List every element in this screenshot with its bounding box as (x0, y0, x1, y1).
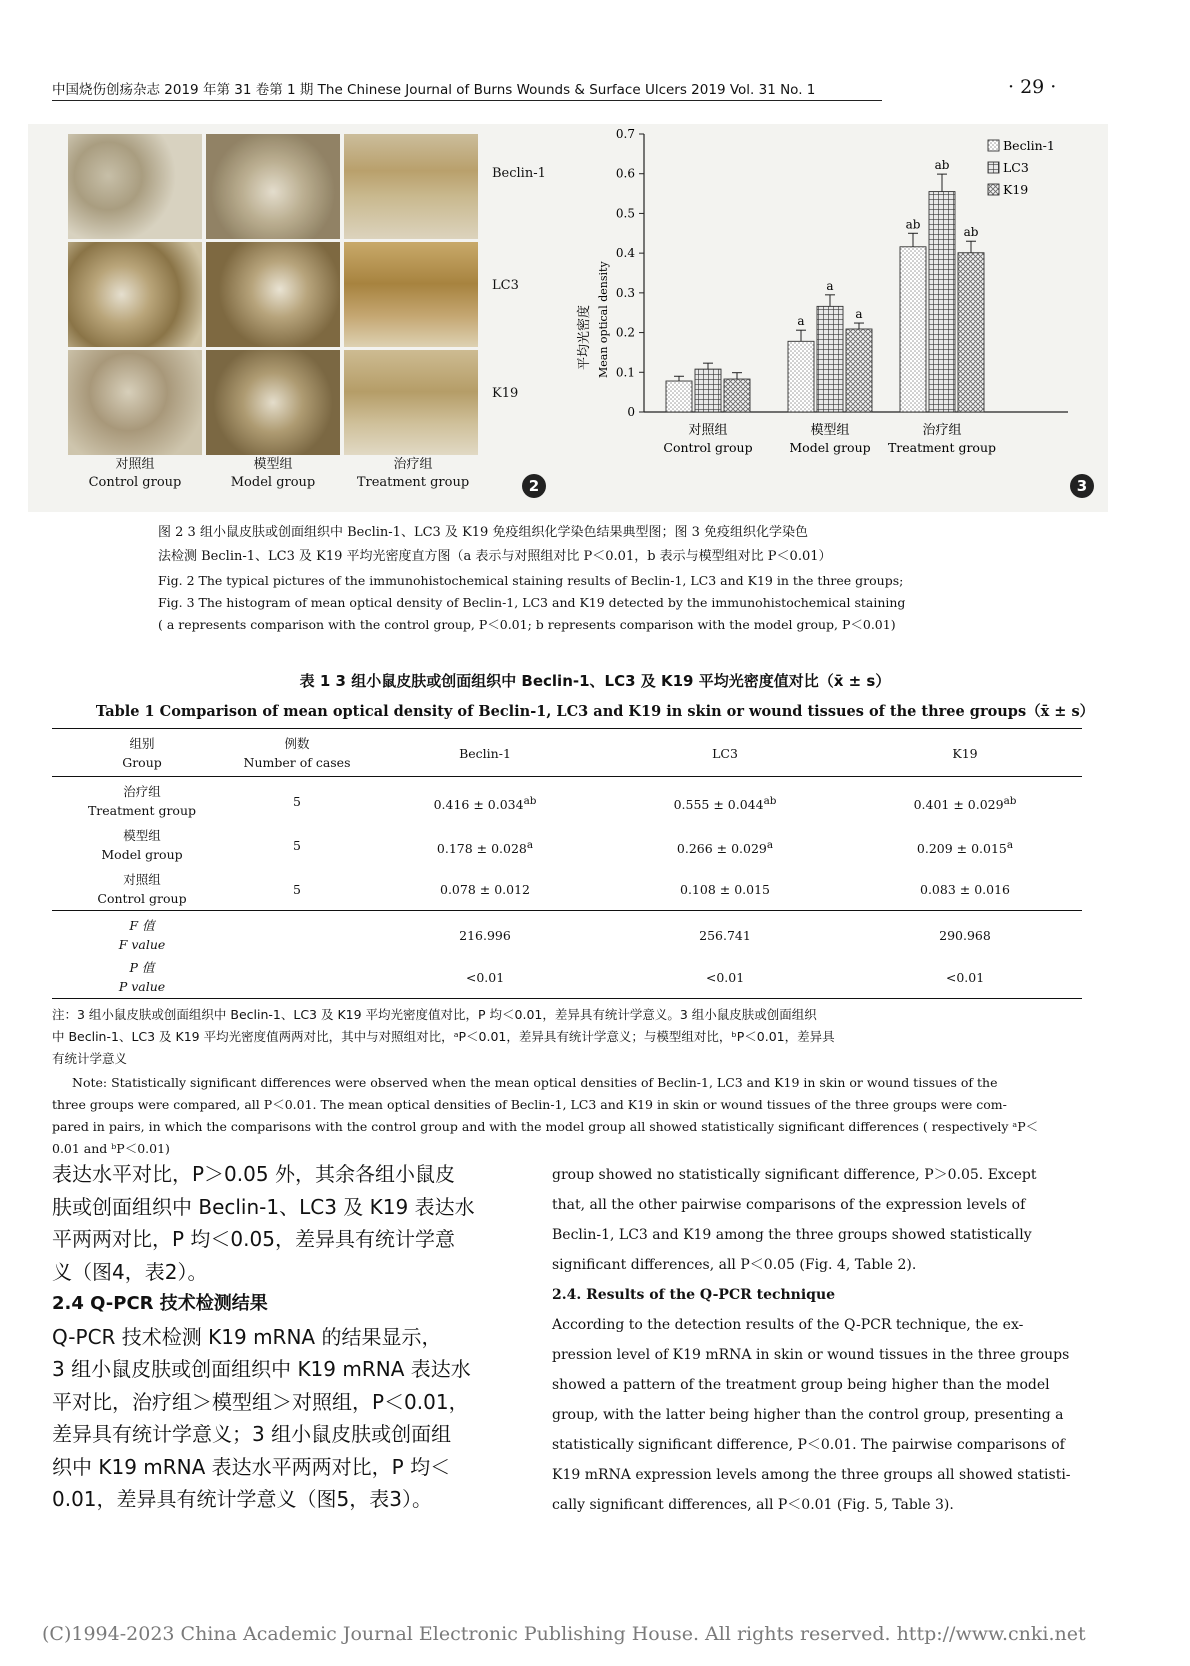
cell-treatment-lc3-sup: ab (763, 795, 777, 807)
cell-control-n: 5 (293, 882, 301, 897)
p-row-cn: P 值 (129, 960, 155, 975)
table-row-p-value (62, 958, 222, 996)
table-row-treatment-group (62, 782, 222, 820)
y-tick-label: 0.6 (615, 166, 635, 181)
bar (958, 253, 984, 412)
cell-treatment-lc3 (610, 792, 840, 814)
body-line-en: K19 mRNA expression levels among the three groups all showed statisti- (552, 1467, 1071, 1483)
cell-treatment-beclin-val: 0.416 ± 0.034 (433, 797, 524, 813)
x-tick-label: Model group (789, 440, 871, 455)
x-tick-label-cn: 模型组 (810, 423, 850, 438)
legend-swatch (988, 140, 999, 151)
note-en-3: pared in pairs, in which the comparisons with the control group and with the model group all showed statistically significant differences ( respectively ᵃP＜ (52, 1119, 1039, 1134)
y-tick-label: 0.5 (615, 206, 635, 221)
fig3-number: 3 (1070, 474, 1094, 498)
micrograph-model-beclin (206, 134, 340, 239)
th-group-cn: 组别 (129, 736, 155, 751)
cell-treatment-k19-sup: ab (1003, 795, 1017, 807)
note-cn-2: 中 Beclin-1、LC3 及 K19 平均光密度值两两对比，其中与对照组对比，ᵃP＜0.01，差异具有统计学意义；与模型组对比，ᵇP＜0.01，差异具 (52, 1029, 835, 1044)
y-tick-label: 0.1 (615, 365, 635, 380)
bar (929, 192, 955, 412)
x-tick-label-cn: 治疗组 (922, 423, 962, 438)
row-label-k19: K19 (492, 386, 519, 401)
body-line-en: According to the detection results of the Q-PCR technique, the ex- (552, 1317, 1024, 1333)
caption-en-2: Fig. 3 The histogram of mean optical density of Beclin-1, LC3 and K19 detected by the immunohistochemical staining (158, 595, 906, 610)
body-line-cn: 表达水平对比，P＞0.05 外，其余各组小鼠皮 (52, 1162, 455, 1186)
legend-entry: K19 (1003, 182, 1029, 197)
cell-p-k19: <0.01 (945, 970, 985, 985)
body-line-cn: 义（图4，表2）。 (52, 1259, 208, 1284)
micrograph-treatment-beclin (344, 134, 478, 239)
header-rule (52, 100, 882, 101)
body-line-en: significant differences, all P＜0.05 (Fig. 4, Table 2). (552, 1257, 917, 1273)
x-tick-label: Treatment group (887, 440, 997, 455)
bar (695, 369, 721, 412)
table-header-rule (52, 776, 1082, 777)
body-line-cn: 织中 K19 mRNA 表达水平两两对比，P 均＜ (52, 1454, 451, 1479)
table-bottom-rule (52, 998, 1082, 999)
row-treatment-en: Treatment group (87, 803, 197, 818)
micrograph-treatment-k19 (344, 350, 478, 455)
x-tick-label: Control group (663, 440, 753, 455)
y-tick-label: 0.3 (615, 285, 635, 300)
cell-f-lc3: 256.741 (699, 928, 751, 943)
table-top-rule (52, 728, 1082, 729)
cell-p-lc3: <0.01 (705, 970, 745, 985)
legend-entry: Beclin-1 (1003, 138, 1055, 153)
x-tick-label-cn: 对照组 (688, 423, 728, 438)
row-model-en: Model group (101, 847, 183, 862)
caption-en-3: ( a represents comparison with the control group, P＜0.01; b represents comparison with the model group, P＜0.01) (158, 617, 896, 632)
cell-model-beclin (380, 836, 590, 858)
table-row-model-group (62, 826, 222, 864)
copyright-footer: (C)1994-2023 China Academic Journal Electronic Publishing House. All rights reserved. http://www.cnki.net (42, 1623, 1086, 1645)
body-line-en: statistically significant difference, P＜0.01. The pairwise comparisons of (552, 1437, 1065, 1453)
page-number: · 29 · (1008, 76, 1057, 98)
table-row-control-group (62, 870, 222, 908)
legend-swatch (988, 162, 999, 173)
bar (724, 379, 750, 412)
cell-treatment-beclin-sup: ab (523, 795, 537, 807)
fig2-group-model (198, 456, 348, 492)
th-cases-en: Number of cases (243, 755, 351, 770)
bar (788, 341, 814, 412)
th-beclin: Beclin-1 (459, 746, 511, 761)
table-row-f-value (62, 916, 222, 954)
th-group (62, 734, 222, 772)
bar (817, 306, 843, 412)
fig2-group-control-en: Control group (88, 475, 182, 490)
cell-model-beclin-val: 0.178 ± 0.028 (436, 841, 527, 857)
figure-panel (28, 124, 1108, 512)
fig2-group-model-cn: 模型组 (253, 457, 293, 472)
body-line-cn: 平对比，治疗组＞模型组＞对照组，P＜0.01， (52, 1389, 469, 1414)
running-header: 中国烧伤创疡杂志 2019 年第 31 卷第 1 期 The Chinese Journal of Burns Wounds & Surface Ulcers 2019 Vol. 31 No. 1 (52, 82, 816, 98)
cell-treatment-k19-val: 0.401 ± 0.029 (913, 797, 1004, 813)
y-tick-label: 0.2 (615, 325, 635, 340)
body-line-cn: 差异具有统计学意义；3 组小鼠皮肤或创面组 (52, 1422, 452, 1446)
bar-chart (568, 124, 1108, 512)
row-control-cn: 对照组 (123, 872, 161, 887)
caption-en-1: Fig. 2 The typical pictures of the immunohistochemical staining results of Beclin-1, LC3 and K19 in the three groups; (158, 573, 904, 588)
fig2-number: 2 (522, 474, 546, 498)
body-line-cn: 3 组小鼠皮肤或创面组织中 K19 mRNA 表达水 (52, 1357, 471, 1381)
body-line-en: that, all the other pairwise comparisons of the expression levels of (552, 1197, 1026, 1213)
f-row-en: F value (118, 937, 166, 952)
note-cn-3: 有统计学意义 (52, 1051, 128, 1066)
body-line-en: group, with the latter being higher than the control group, presenting a (552, 1407, 1064, 1423)
legend-entry: LC3 (1003, 160, 1029, 175)
micrograph-control-lc3 (68, 242, 202, 347)
cell-treatment-lc3-val: 0.555 ± 0.044 (673, 797, 764, 813)
bar (666, 381, 692, 412)
y-tick-label: 0 (627, 405, 635, 419)
body-line-cn: Q-PCR 技术检测 K19 mRNA 的结果显示， (52, 1324, 442, 1349)
cell-model-lc3-sup: a (766, 839, 774, 851)
th-cases-cn: 例数 (284, 736, 310, 751)
cell-model-n: 5 (293, 838, 301, 853)
th-cases (222, 734, 372, 772)
cell-treatment-n: 5 (293, 794, 301, 809)
f-row-cn: F 值 (129, 918, 155, 933)
cell-f-beclin: 216.996 (459, 928, 511, 943)
cell-model-k19-val: 0.209 ± 0.015 (916, 841, 1007, 857)
row-treatment-cn: 治疗组 (123, 784, 161, 799)
cell-model-lc3 (610, 836, 840, 858)
fig2-group-control-cn: 对照组 (115, 457, 155, 472)
fig2-group-model-en: Model group (230, 475, 316, 490)
p-row-en: P value (118, 979, 166, 994)
cell-control-lc3: 0.108 ± 0.015 (680, 882, 770, 897)
cell-treatment-k19 (850, 792, 1080, 814)
bar (900, 247, 926, 412)
row-model-cn: 模型组 (123, 828, 161, 843)
data-label: ab (934, 158, 950, 173)
cell-model-lc3-val: 0.266 ± 0.029 (676, 841, 767, 857)
body-line-en: group showed no statistically significant difference, P＞0.05. Except (552, 1167, 1037, 1183)
body-line-en: pression level of K19 mRNA in skin or wound tissues in the three groups (552, 1347, 1070, 1363)
note-en-4: 0.01 and ᵇP＜0.01) (52, 1141, 170, 1156)
y-axis-label-en: Mean optical density (597, 261, 610, 378)
fig2-group-control (60, 456, 210, 492)
cell-model-k19-sup: a (1006, 839, 1014, 851)
caption-cn-1: 图 2 3 组小鼠皮肤或创面组织中 Beclin-1、LC3 及 K19 免疫组织化学染色结果典型图；图 3 免疫组织化学染色 (158, 525, 808, 540)
note-cn-1: 注：3 组小鼠皮肤或创面组织中 Beclin-1、LC3 及 K19 平均光密度值对比，P 均＜0.01，差异具有统计学意义。3 组小鼠皮肤或创面组织 (52, 1007, 817, 1022)
micrograph-treatment-lc3 (344, 242, 478, 347)
data-label: a (797, 314, 805, 329)
fig2-group-treatment-en: Treatment group (356, 475, 470, 490)
data-label: a (855, 307, 863, 322)
legend-swatch (988, 184, 999, 195)
row-control-en: Control group (97, 891, 187, 906)
body-line-cn: 平两两对比，P 均＜0.05，差异具有统计学意 (52, 1227, 455, 1251)
y-axis-label-cn: 平均光密度 (577, 304, 592, 370)
th-k19: K19 (952, 746, 978, 761)
micrograph-control-k19 (68, 350, 202, 455)
fig2-group-treatment (338, 456, 488, 492)
section-heading-2-4-en: 2.4. Results of the Q-PCR technique (552, 1287, 836, 1303)
body-line-en: Beclin-1, LC3 and K19 among the three groups showed statistically (552, 1227, 1032, 1243)
note-en-1: Note: Statistically significant differences were observed when the mean optical densities of Beclin-1, LC3 and K19 in skin or wound tissues of the (72, 1075, 998, 1090)
table-title-en: Table 1 Comparison of mean optical density of Beclin-1, LC3 and K19 in skin or wound tissues of the three groups（x̄ ± s） (95, 703, 1095, 720)
micrograph-control-beclin (68, 134, 202, 239)
body-line-cn: 0.01，差异具有统计学意义（图5，表3）。 (52, 1487, 432, 1511)
body-line-en: cally significant differences, all P＜0.01 (Fig. 5, Table 3). (552, 1497, 954, 1513)
caption-cn-2: 法检测 Beclin-1、LC3 及 K19 平均光密度直方图（a 表示与对照组对比 P＜0.01，b 表示与模型组对比 P＜0.01） (158, 549, 832, 564)
table-mid-rule (52, 910, 1082, 911)
cell-control-beclin: 0.078 ± 0.012 (440, 882, 530, 897)
data-label: ab (963, 225, 979, 240)
body-line-en: showed a pattern of the treatment group being higher than the model (552, 1377, 1050, 1393)
cell-model-beclin-sup: a (526, 839, 534, 851)
row-label-beclin: Beclin-1 (492, 166, 546, 181)
y-tick-label: 0.7 (615, 127, 635, 141)
cell-p-beclin: <0.01 (465, 970, 505, 985)
cell-model-k19 (850, 836, 1080, 858)
fig2-group-treatment-cn: 治疗组 (393, 457, 433, 472)
bar (846, 329, 872, 412)
micrograph-model-k19 (206, 350, 340, 455)
micrograph-model-lc3 (206, 242, 340, 347)
note-en-2: three groups were compared, all P＜0.01. The mean optical densities of Beclin-1, LC3 and K19 in skin or wound tissues of the three groups were com- (52, 1097, 1007, 1112)
th-group-en: Group (122, 755, 162, 770)
data-label: ab (905, 217, 921, 232)
cell-treatment-beclin (380, 792, 590, 814)
data-label: a (826, 278, 834, 293)
th-lc3: LC3 (712, 746, 738, 761)
row-label-lc3: LC3 (492, 278, 519, 293)
cell-control-k19: 0.083 ± 0.016 (920, 882, 1010, 897)
cell-f-k19: 290.968 (939, 928, 991, 943)
table-title-cn: 表 1 3 组小鼠皮肤或创面组织中 Beclin-1、LC3 及 K19 平均光密度值对比（x̄ ± s） (299, 672, 891, 690)
y-tick-label: 0.4 (615, 246, 635, 261)
section-heading-2-4-cn: 2.4 Q-PCR 技术检测结果 (52, 1293, 268, 1314)
body-line-cn: 肤或创面组织中 Beclin-1、LC3 及 K19 表达水 (52, 1194, 475, 1219)
